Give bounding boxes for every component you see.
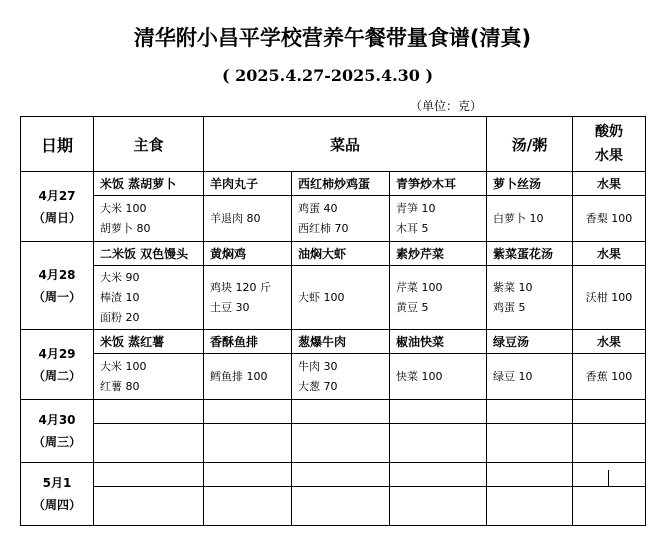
ingredient: 白萝卜 10 [493,211,544,225]
ingredient: 快菜 100 [396,369,443,383]
text-cursor [608,470,609,487]
empty-cell[interactable] [573,463,646,487]
ingredient: 面粉 20 [100,310,140,324]
ingredient: 胡萝卜 80 [100,221,151,235]
dish2-ingredients [292,354,390,400]
day-date: 4月30 [38,413,76,427]
ingredient: 大米 100 [100,359,147,373]
empty-cell [204,400,292,424]
empty-cell [390,463,487,487]
dish1-ingredients [204,266,292,330]
soup-ingredients [487,354,573,400]
empty-cell [204,487,292,526]
ingredient: 土豆 30 [210,300,250,314]
soup-ingredients [487,196,573,242]
fruit-ingredients [573,196,646,242]
ingredient: 沃柑 100 [585,290,633,304]
staple-ingredients [94,266,204,330]
ingredient: 大葱 70 [298,379,338,393]
empty-cell [292,424,390,463]
ingredient: 香梨 100 [585,211,633,225]
staple-ingredients [94,354,204,400]
dish1-name: 羊肉丸子 [204,172,292,196]
staple-ingredients [94,196,204,242]
empty-cell [390,487,487,526]
ingredient: 黄豆 5 [396,300,429,314]
fruit-name: 水果 [573,242,646,266]
dish3-ingredients [390,266,487,330]
ingredient: 大米 100 [100,201,147,215]
day-row-name [21,400,646,424]
empty-cell [390,424,487,463]
ingredient: 棒渣 10 [100,290,140,304]
ingredient: 牛肉 30 [298,359,338,373]
fruit-ingredients [573,266,646,330]
day-row-ingredients [21,196,646,242]
fruit-name: 水果 [573,172,646,196]
ingredient: 香蕉 100 [585,369,633,383]
staple-name: 米饭 蒸胡萝卜 [94,172,204,196]
day-weekday: （周一） [32,289,81,304]
menu-table [20,116,646,526]
header-date: 日期 [21,117,94,172]
dish3-ingredients [390,196,487,242]
empty-cell [487,400,573,424]
soup-ingredients [487,266,573,330]
header-yogurt-fruit [573,117,646,172]
ingredient: 青笋 10 [396,201,436,215]
empty-cell [292,487,390,526]
dish2-ingredients [292,266,390,330]
empty-cell [94,400,204,424]
fruit-ingredients [573,354,646,400]
ingredient: 鸡块 120 斤 [210,280,271,294]
ingredient: 木耳 5 [396,221,429,235]
dish2-name: 西红柿炒鸡蛋 [292,172,390,196]
day-cell [21,172,94,242]
unit-label: （单位：克） [410,99,483,113]
header-row [21,117,646,172]
empty-cell [292,400,390,424]
day-weekday: （周日） [32,210,81,225]
dish3-name: 素炒芹菜 [390,242,487,266]
empty-cell [94,463,204,487]
empty-cell [94,487,204,526]
day-cell [21,463,94,526]
day-row-name [21,242,646,266]
soup-name: 紫菜蛋花汤 [487,242,573,266]
dish2-ingredients [292,196,390,242]
ingredient: 红薯 80 [100,379,140,393]
header-yogurt: 酸奶 [595,124,624,140]
ingredient: 西红柿 70 [298,221,349,235]
dish3-name: 青笋炒木耳 [390,172,487,196]
day-row-ingredients [21,487,646,526]
ingredient: 紫菜 10 [493,280,533,294]
day-weekday: （周二） [32,368,81,383]
day-weekday: （周三） [32,435,81,449]
empty-cell [573,424,646,463]
dish1-name: 黄焖鸡 [204,242,292,266]
header-staple: 主食 [94,117,204,172]
empty-cell [487,487,573,526]
header-fruit: 水果 [595,148,624,164]
ingredient: 鸡蛋 40 [298,201,338,215]
soup-name: 绿豆汤 [487,330,573,354]
date-range: ( 2025.4.27-2025.4.30 ) [222,66,434,85]
staple-name: 米饭 蒸红薯 [94,330,204,354]
empty-cell [390,400,487,424]
staple-name: 二米饭 双色馒头 [94,242,204,266]
day-weekday: （周四） [32,498,81,512]
empty-cell [204,424,292,463]
ingredient: 羊退肉 80 [210,211,261,225]
day-row-ingredients [21,424,646,463]
day-row-name [21,463,646,487]
header-soup: 汤/粥 [487,117,573,172]
day-date: 4月28 [38,267,76,282]
page-title: 清华附小昌平学校营养午餐带量食谱(清真) [133,26,532,50]
day-cell [21,242,94,330]
dish1-ingredients [204,196,292,242]
day-row-ingredients [21,266,646,330]
ingredient: 大米 90 [100,270,140,284]
ingredient: 芹菜 100 [396,280,443,294]
dish3-ingredients [390,354,487,400]
empty-cell [487,463,573,487]
dish1-name: 香酥鱼排 [204,330,292,354]
ingredient: 鳕鱼排 100 [210,369,268,383]
day-row-name [21,172,646,196]
empty-cell [487,424,573,463]
dish2-name: 油焖大虾 [292,242,390,266]
empty-cell [94,424,204,463]
day-row-ingredients [21,354,646,400]
fruit-name: 水果 [573,330,646,354]
ingredient: 绿豆 10 [493,369,533,383]
soup-name: 萝卜丝汤 [487,172,573,196]
ingredient: 大虾 100 [298,290,345,304]
day-date: 4月29 [38,346,76,361]
ingredient: 鸡蛋 5 [493,300,526,314]
dish1-ingredients [204,354,292,400]
empty-cell [573,487,646,526]
day-cell [21,400,94,463]
day-cell [21,330,94,400]
day-date: 5月1 [42,476,72,490]
empty-cell [573,400,646,424]
day-date: 4月27 [38,188,76,203]
empty-cell [292,463,390,487]
dish3-name: 椒油快菜 [390,330,487,354]
day-row-name [21,330,646,354]
dish2-name: 葱爆牛肉 [292,330,390,354]
empty-cell [204,463,292,487]
header-dishes: 菜品 [204,117,487,172]
